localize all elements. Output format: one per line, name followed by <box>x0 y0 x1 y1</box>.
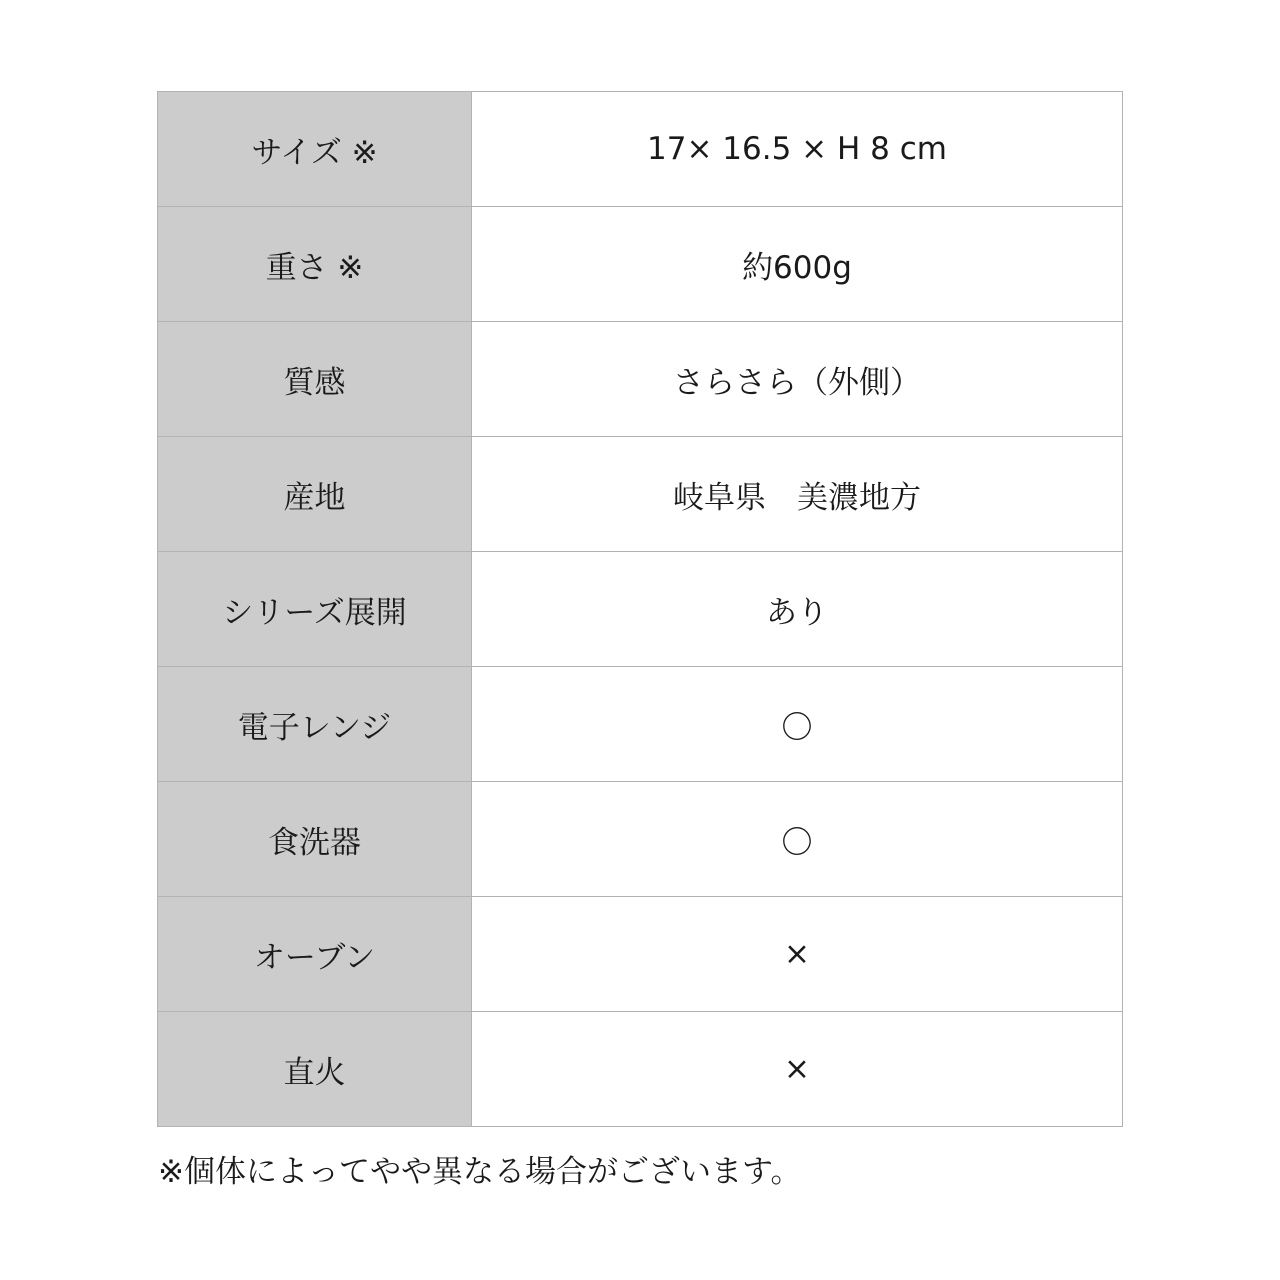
row-label-direct-fire: 直火 <box>158 1012 472 1127</box>
row-label-origin: 産地 <box>158 437 472 552</box>
table-row <box>158 437 1123 552</box>
table-row <box>158 322 1123 437</box>
row-label-dishwasher: 食洗器 <box>158 782 472 897</box>
row-value-texture: さらさら（外側） <box>472 322 1123 437</box>
table-row <box>158 782 1123 897</box>
row-label-series: シリーズ展開 <box>158 552 472 667</box>
row-value-dishwasher: 〇 <box>472 782 1123 897</box>
footnote: ※個体によってやや異なる場合がございます。 <box>158 1154 802 1190</box>
row-label-texture: 質感 <box>158 322 472 437</box>
table-row <box>158 552 1123 667</box>
row-label-microwave: 電子レンジ <box>158 667 472 782</box>
row-value-weight: 約600g <box>472 207 1123 322</box>
row-value-size: 17× 16.5 × H 8 cm <box>472 92 1123 207</box>
row-value-microwave: 〇 <box>472 667 1123 782</box>
row-label-weight: 重さ ※ <box>158 207 472 322</box>
table-row <box>158 1012 1123 1127</box>
table-row <box>158 92 1123 207</box>
row-label-size: サイズ ※ <box>158 92 472 207</box>
row-value-series: あり <box>472 552 1123 667</box>
table-row <box>158 207 1123 322</box>
spec-table <box>157 91 1123 1127</box>
table-row <box>158 897 1123 1012</box>
row-value-oven: × <box>472 897 1123 1012</box>
table-row <box>158 667 1123 782</box>
row-value-origin: 岐阜県 美濃地方 <box>472 437 1123 552</box>
row-value-direct-fire: × <box>472 1012 1123 1127</box>
row-label-oven: オーブン <box>158 897 472 1012</box>
